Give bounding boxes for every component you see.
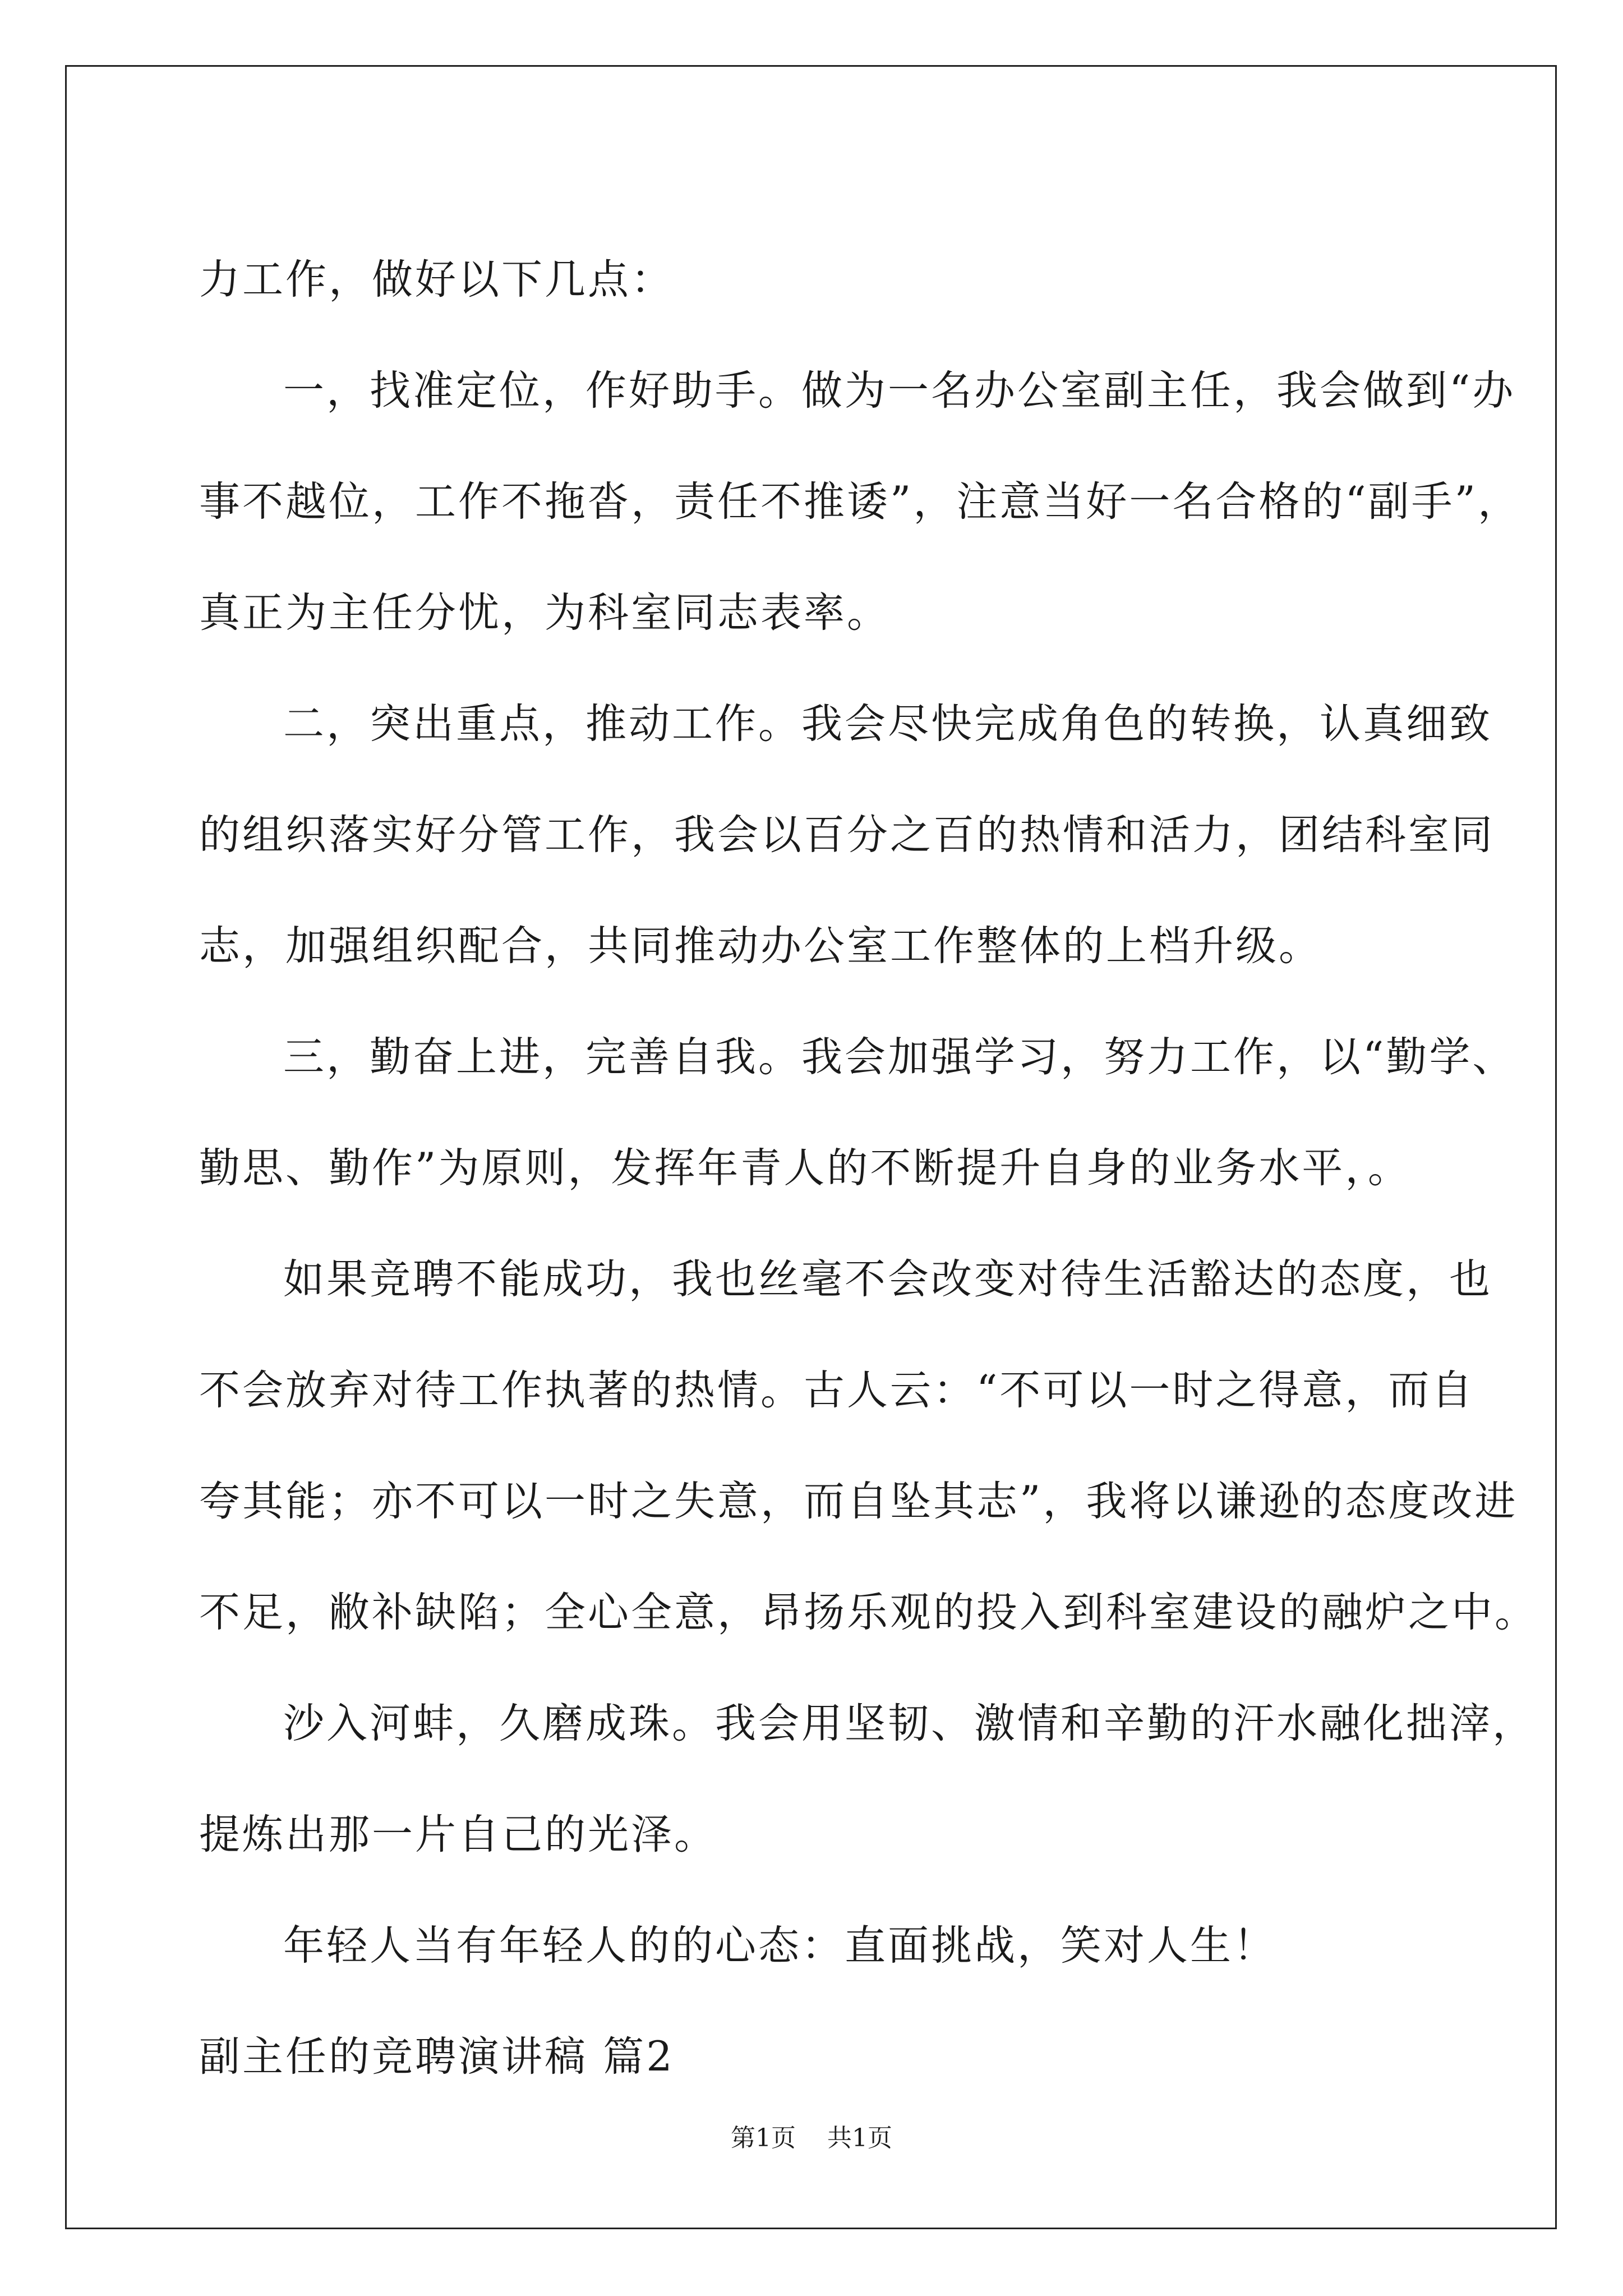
page-number-current: 第1页 — [731, 2124, 796, 2152]
text-line-16: 年轻人当有年轻人的的心态：直面挑战，笑对人生！ — [283, 1922, 1276, 1970]
text-line-9: 勤思、勤作”为原则，发挥年青人的不断提升自身的业务水平，。 — [199, 1144, 1411, 1192]
page-footer — [0, 2122, 1623, 2155]
text-line-4: 真正为主任分忧，为科室同志表率。 — [199, 589, 890, 637]
text-line-15: 提炼出那一片自己的光泽。 — [199, 1811, 717, 1858]
section-heading: 副主任的竞聘演讲稿 篇2 — [199, 2033, 675, 2081]
text-line-8: 三，勤奋上进，完善自我。我会加强学习，努力工作，以“勤学、 — [283, 1033, 1516, 1081]
text-line-7: 志，加强组织配合，共同推动办公室工作整体的上档升级。 — [199, 922, 1322, 970]
text-line-2: 一，找准定位，作好助手。做为一名办公室副主任，我会做到“办 — [283, 367, 1516, 415]
text-line-12: 夸其能；亦不可以一时之失意，而自坠其志”，我将以谦逊的态度改进 — [199, 1478, 1518, 1525]
text-line-13: 不足，敝补缺陷；全心全意，昂扬乐观的投入到科室建设的融炉之中。 — [199, 1589, 1538, 1636]
text-line-5: 二，突出重点，推动工作。我会尽快完成角色的转换，认真细致 — [283, 700, 1492, 748]
text-line-11: 不会放弃对待工作执著的热情。古人云：“不可以一时之得意，而自 — [199, 1366, 1475, 1414]
page-number-total: 共1页 — [827, 2124, 892, 2152]
document-body — [199, 224, 1538, 2113]
text-line-10: 如果竞聘不能成功，我也丝毫不会改变对待生活豁达的态度，也 — [283, 1255, 1492, 1303]
text-line-1: 力工作，做好以下几点： — [199, 256, 674, 303]
text-line-3: 事不越位，工作不拖沓，责任不推诿”，注意当好一名合格的“副手”， — [199, 478, 1521, 526]
text-line-14: 沙入河蚌，久磨成珠。我会用坚韧、激情和辛勤的汗水融化拙滓， — [283, 1700, 1536, 1747]
text-line-6: 的组织落实好分管工作，我会以百分之百的热情和活力，团结科室同 — [199, 811, 1495, 859]
